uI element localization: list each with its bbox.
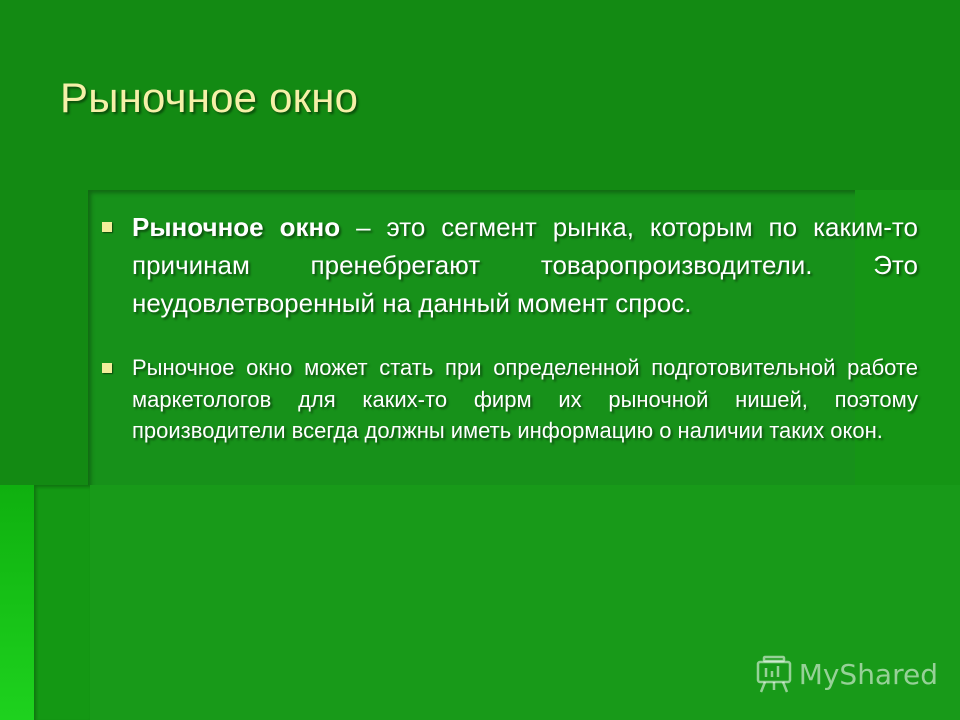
watermark <box>755 654 938 694</box>
bullet-text: – это сегмент рынка, которым по каким-то причинам пренебрегают товаропроизводители. Это неудовлетворенный на данный момент спрос. <box>132 212 918 318</box>
square-bullet-icon <box>102 222 112 232</box>
bullet-text: Рыночное окно может стать при определенной подготовительной работе маркетологов для каких-то фирм их рыночной нишей, поэтому производители всегда должны иметь информацию о наличии таких окон. <box>132 355 918 443</box>
background-panel-left-inner <box>34 485 90 720</box>
watermark-text: MyShared <box>798 657 938 691</box>
bullet-item-usage <box>100 352 918 447</box>
presentation-board-icon <box>755 654 793 694</box>
bullet-list <box>100 208 918 447</box>
slide-title: Рыночное окно <box>60 74 359 121</box>
background-panel-left <box>0 485 34 720</box>
bullet-bold-lead: Рыночное окно <box>132 212 341 242</box>
square-bullet-icon <box>102 363 112 373</box>
bullet-item-definition <box>100 208 918 322</box>
